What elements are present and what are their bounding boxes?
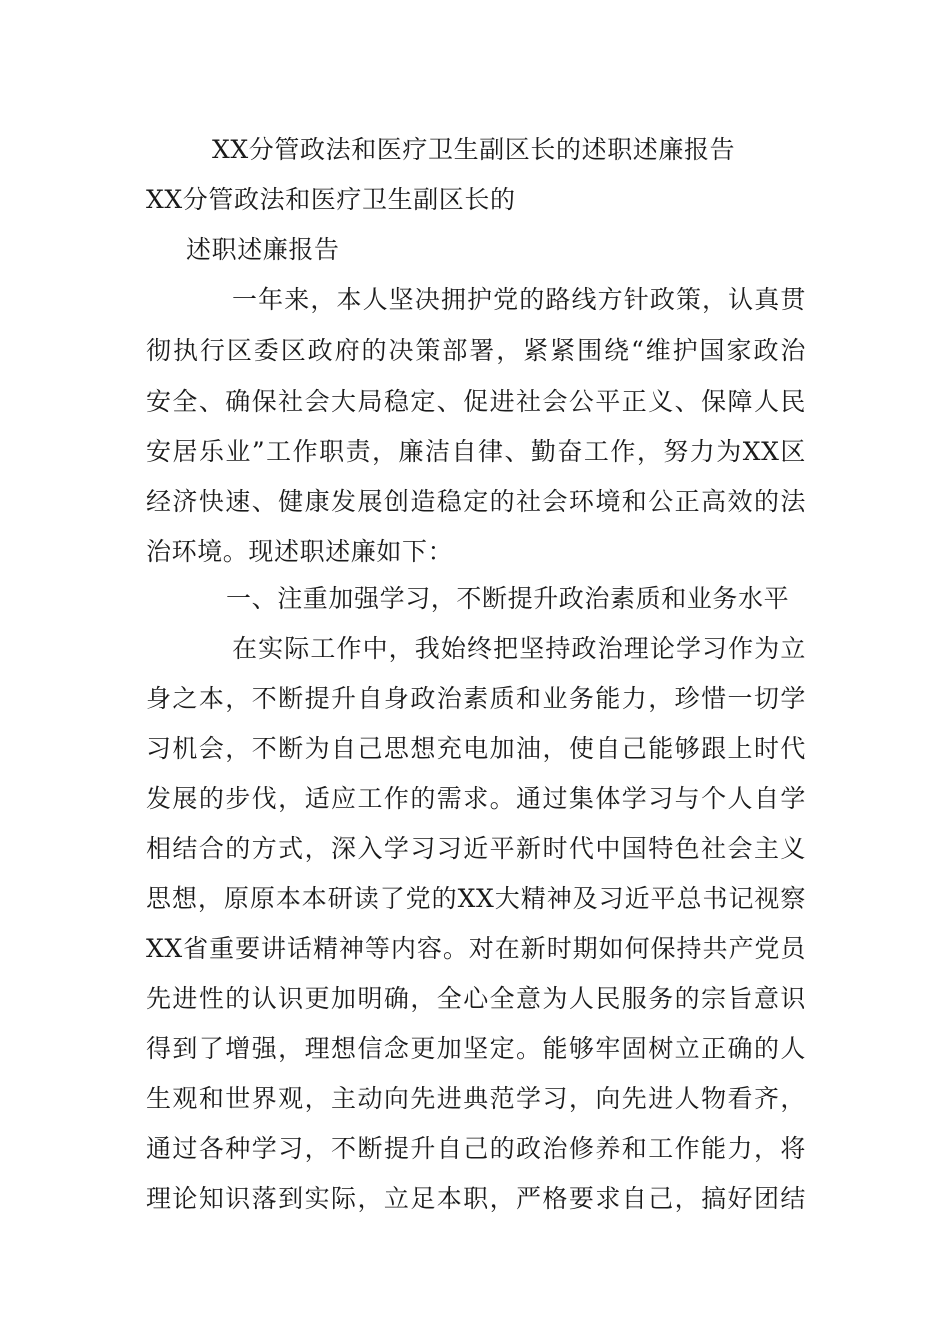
paragraph-line: 先进性的认识更加明确，全心全意为人民服务的宗旨意识 <box>146 984 806 1013</box>
paragraph-line: 安全、确保社会大局稳定、促进社会公平正义、保障人民 <box>146 387 806 416</box>
paragraph-line: XX省重要讲话精神等内容。对在新时期如何保持共产党员 <box>146 934 806 963</box>
paragraph-line: 安居乐业”工作职责，廉洁自律、勤奋工作，努力为XX区 <box>146 437 806 466</box>
paragraph-line: 经济快速、健康发展创造稳定的社会环境和公正高效的法 <box>146 487 806 516</box>
paragraph-line: 相结合的方式，深入学习习近平新时代中国特色社会主义 <box>146 834 806 863</box>
heading-line-2: 述职述廉报告 <box>186 235 340 264</box>
paragraph-line: 彻执行区委区政府的决策部署，紧紧围绕“维护国家政治 <box>146 336 806 365</box>
document-title: XX分管政法和医疗卫生副区长的述职述廉报告 <box>212 135 736 164</box>
paragraph-line: 习机会，不断为自己思想充电加油，使自己能够跟上时代 <box>146 734 806 763</box>
section-heading-1: 一、注重加强学习，不断提升政治素质和业务水平 <box>226 584 790 613</box>
paragraph-line: 在实际工作中，我始终把坚持政治理论学习作为立 <box>232 634 806 663</box>
paragraph-line: 理论知识落到实际，立足本职，严格要求自己，搞好团结 <box>146 1184 806 1213</box>
paragraph-line: 思想，原原本本研读了党的XX大精神及习近平总书记视察 <box>146 884 806 913</box>
paragraph-line: 发展的步伐，适应工作的需求。通过集体学习与个人自学 <box>146 784 806 813</box>
paragraph-line: 一年来，本人坚决拥护党的路线方针政策，认真贯 <box>232 285 806 314</box>
heading-line-1: XX分管政法和医疗卫生副区长的 <box>146 185 516 214</box>
paragraph-line: 通过各种学习，不断提升自己的政治修养和工作能力，将 <box>146 1134 806 1163</box>
paragraph-line: 生观和世界观，主动向先进典范学习，向先进人物看齐， <box>146 1084 806 1113</box>
paragraph-line: 得到了增强，理想信念更加坚定。能够牢固树立正确的人 <box>146 1034 806 1063</box>
paragraph-line: 治环境。现述职述廉如下： <box>146 537 454 566</box>
paragraph-line: 身之本，不断提升自身政治素质和业务能力，珍惜一切学 <box>146 684 806 713</box>
